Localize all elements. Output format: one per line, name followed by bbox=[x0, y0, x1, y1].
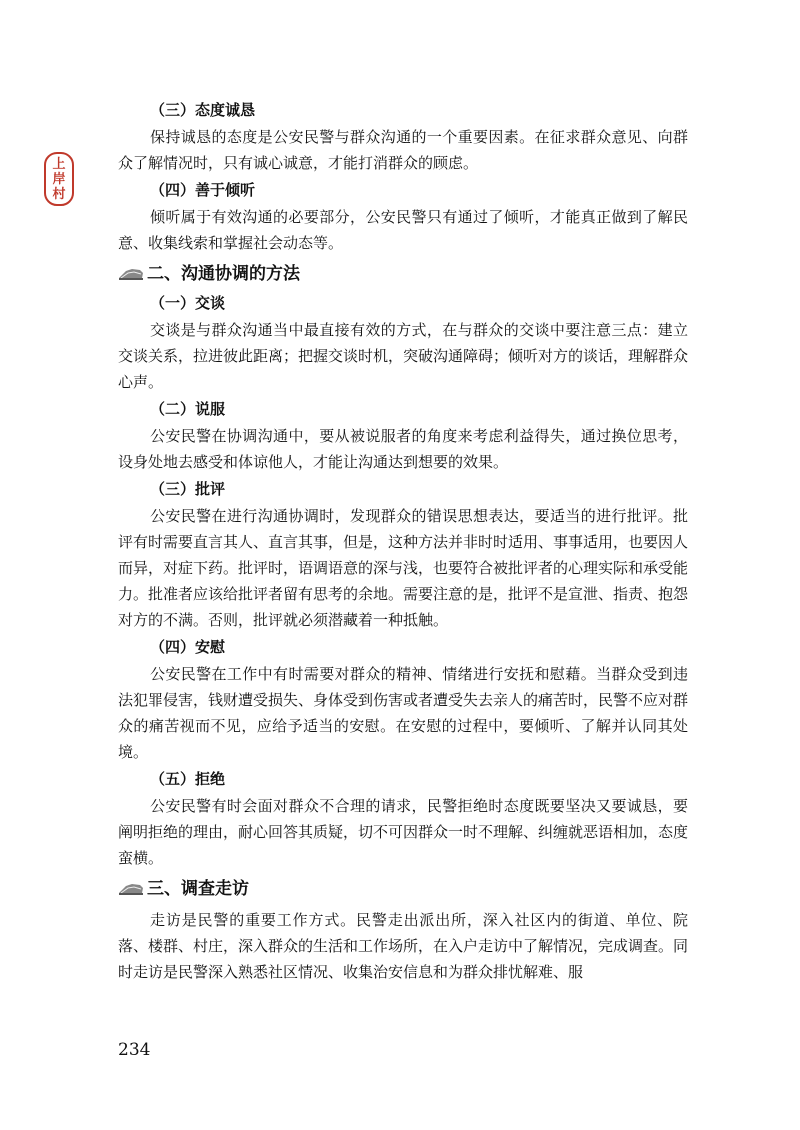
subsection-heading: （五）拒绝 bbox=[150, 770, 226, 788]
paragraph: 公安民警在工作中有时需要对群众的精神、情绪进行安抚和慰藉。当群众受到违法犯罪侵害，钱财遭受损失、身体受到伤害或者遭受失去亲人的痛苦时，民警不应对群众的痛苦视而不见，应给予适当的安慰。在安慰的过程中，要倾听、了解并认同其处境。 bbox=[118, 665, 689, 761]
subsection-heading: （三）态度诚恳 bbox=[150, 101, 256, 119]
paragraph: 走访是民警的重要工作方式。民警走出派出所，深入社区内的街道、单位、院落、楼群、村庄，深入群众的生活和工作场所，在入户走访中了解情况，完成调查。同时走访是民警深入熟悉社区情况、收集治安信息和为群众排忧解难、服 bbox=[118, 911, 689, 981]
page-number: 234 bbox=[118, 1040, 151, 1060]
seal-logo bbox=[44, 152, 74, 206]
seal-char: 村 bbox=[52, 186, 66, 202]
subsection-heading: （一）交谈 bbox=[150, 294, 226, 312]
paragraph: 公安民警在进行沟通协调时，发现群众的错误思想表达，要适当的进行批评。批评有时需要直言其人、直言其事，但是，这种方法并非时时适用、事事适用，也要因人而异，对症下药。批评时，语调语意的深与浅，也要符合被批评者的心理实际和承受能力。批准者应该给批评者留有思考的余地。需要注意的是，批评不是宣泄、指责、抱怨对方的不满。否则，批评就必须潜藏着一种抵触。 bbox=[118, 507, 689, 629]
book-icon bbox=[118, 882, 144, 896]
subsection-heading: （四）安慰 bbox=[150, 638, 226, 656]
section-heading bbox=[118, 875, 688, 903]
seal-char: 岸 bbox=[52, 171, 66, 187]
section-heading-text: 二、沟通协调的方法 bbox=[147, 264, 300, 284]
paragraph: 公安民警在协调沟通中，要从被说服者的角度来考虑利益得失，通过换位思考，设身处地去感受和体谅他人，才能让沟通达到想要的效果。 bbox=[118, 427, 688, 471]
paragraph: 倾听属于有效沟通的必要部分，公安民警只有通过了倾听，才能真正做到了解民意、收集线索和掌握社会动态等。 bbox=[118, 208, 688, 252]
paragraph: 公安民警有时会面对群众不合理的请求，民警拒绝时态度既要坚决又要诚恳，要阐明拒绝的理由，耐心回答其质疑，切不可因群众一时不理解、纠缠就恶语相加，态度蛮横。 bbox=[118, 797, 689, 867]
subsection-heading: （二）说服 bbox=[150, 400, 226, 418]
page-body bbox=[118, 96, 688, 985]
section-heading-text: 三、调查走访 bbox=[147, 879, 249, 899]
book-icon bbox=[118, 267, 144, 281]
paragraph: 保持诚恳的态度是公安民警与群众沟通的一个重要因素。在征求群众意见、向群众了解情况时，只有诚心诚意，才能打消群众的顾虑。 bbox=[118, 128, 688, 172]
seal-char: 上 bbox=[52, 156, 66, 172]
subsection-heading: （三）批评 bbox=[150, 480, 226, 498]
section-heading bbox=[118, 260, 688, 288]
subsection-heading: （四）善于倾听 bbox=[150, 181, 256, 199]
paragraph: 交谈是与群众沟通当中最直接有效的方式，在与群众的交谈中要注意三点：建立交谈关系，拉进彼此距离；把握交谈时机，突破沟通障碍；倾听对方的谈话，理解群众心声。 bbox=[118, 321, 689, 391]
